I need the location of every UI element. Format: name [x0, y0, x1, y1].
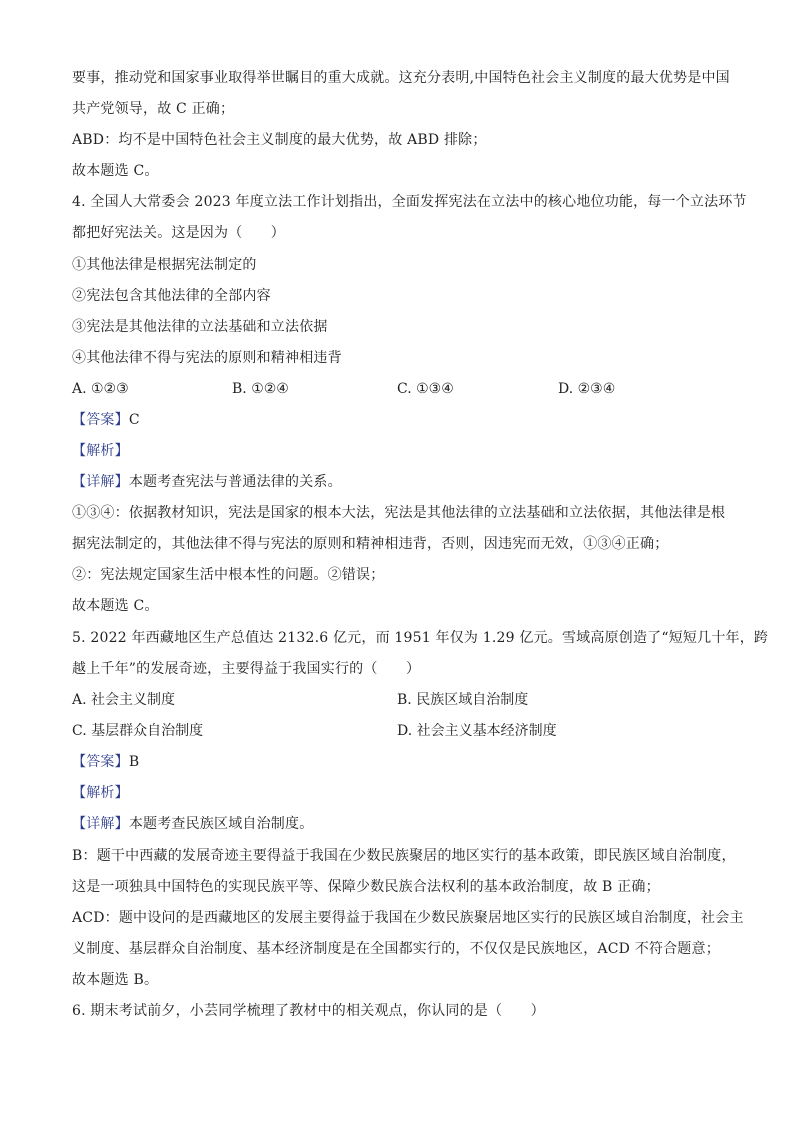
- question-5-stem: 5. 2022 年西藏地区生产总值达 2132.6 亿元，而 1951 年仅为 1.29 亿元。雪域高原创造了“短短几十年，跨: [72, 630, 769, 646]
- answer-value: B: [128, 754, 140, 770]
- statement-4: ④其他法律不得与宪法的原则和精神相违背: [72, 350, 342, 366]
- q5-answer: [72, 752, 732, 772]
- q5-option-b: B. 民族区域自治制度: [397, 692, 529, 708]
- statement-2: ②宪法包含其他法律的全部内容: [72, 288, 271, 304]
- question-5-stem: 越上千年”的发展奇迹，主要得益于我国实行的（ ）: [72, 661, 421, 677]
- text-line: 要事，推动党和国家事业取得举世瞩目的重大成就。这充分表明,中国特色社会主义制度的最大优势是中国: [72, 70, 730, 86]
- question-4-stem: 都把好宪法关。这是因为（ ）: [72, 225, 285, 241]
- explanation-line: ②：宪法规定国家生活中根本性的问题。②错误；: [72, 567, 385, 583]
- analysis-label: 【解析】: [72, 443, 129, 459]
- analysis-label: 【解析】: [72, 785, 129, 801]
- text-line: ABD：均不是中国特色社会主义制度的最大优势，故 ABD 排除；: [72, 132, 487, 148]
- answer-value: C: [128, 412, 140, 428]
- answer-label: 【答案】: [72, 412, 129, 428]
- q5-option-c: C. 基层群众自治制度: [72, 723, 204, 739]
- q4-option-a: A. ①②③: [72, 381, 129, 397]
- detail-label: 【详解】: [72, 474, 129, 490]
- explanation-line: B：题干中西藏的发展奇迹主要得益于我国在少数民族聚居的地区实行的基本政策，即民族区域自治制度，: [72, 848, 736, 864]
- text-line: 共产党领导，故 C 正确；: [72, 101, 235, 117]
- conclusion-line: 故本题选 B。: [72, 972, 159, 988]
- q4-analysis-heading: [72, 441, 732, 461]
- q5-option-d: D. 社会主义基本经济制度: [397, 723, 557, 739]
- answer-label: 【答案】: [72, 754, 129, 770]
- q4-option-d: D. ②③④: [558, 381, 616, 397]
- detail-text: 本题考查民族区域自治制度。: [128, 816, 314, 832]
- q4-option-b: B. ①②④: [232, 381, 289, 397]
- explanation-line: 据宪法制定的，其他法律不得与宪法的原则和精神相违背，否则，因违宪而无效，①③④正确；: [72, 536, 669, 552]
- q4-detail: [72, 472, 732, 492]
- text-line: 故本题选 C。: [72, 163, 159, 179]
- detail-text: 本题考查宪法与普通法律的关系。: [128, 474, 342, 490]
- question-6-stem: 6. 期末考试前夕，小芸同学梳理了教材中的相关观点，你认同的是（ ）: [72, 1003, 545, 1019]
- explanation-line: 义制度、基层群众自治制度、基本经济制度是在全国都实行的，不仅仅是民族地区，ACD 不符合题意；: [72, 941, 720, 957]
- explanation-line: 这是一项独具中国特色的实现民族平等、保障少数民族合法权利的基本政治制度，故 B 正确；: [72, 879, 660, 895]
- explanation-line: ①③④：依据教材知识，宪法是国家的根本大法，宪法是其他法律的立法基础和立法依据，其他法律是根: [72, 505, 726, 521]
- question-4-stem: 4. 全国人大常委会 2023 年度立法工作计划指出，全面发挥宪法在立法中的核心地位功能，每一个立法环节: [72, 194, 747, 210]
- q5-detail: [72, 814, 732, 834]
- q4-answer: [72, 410, 732, 430]
- detail-label: 【详解】: [72, 816, 129, 832]
- explanation-line: ACD：题中设问的是西藏地区的发展主要得益于我国在少数民族聚居地区实行的民族区域自治制度，社会主: [72, 910, 744, 926]
- conclusion-line: 故本题选 C。: [72, 598, 159, 614]
- q5-analysis-heading: [72, 783, 732, 803]
- statement-3: ③宪法是其他法律的立法基础和立法依据: [72, 319, 328, 335]
- q4-option-c: C. ①③④: [397, 381, 454, 397]
- q5-option-a: A. 社会主义制度: [72, 692, 176, 708]
- statement-1: ①其他法律是根据宪法制定的: [72, 257, 257, 273]
